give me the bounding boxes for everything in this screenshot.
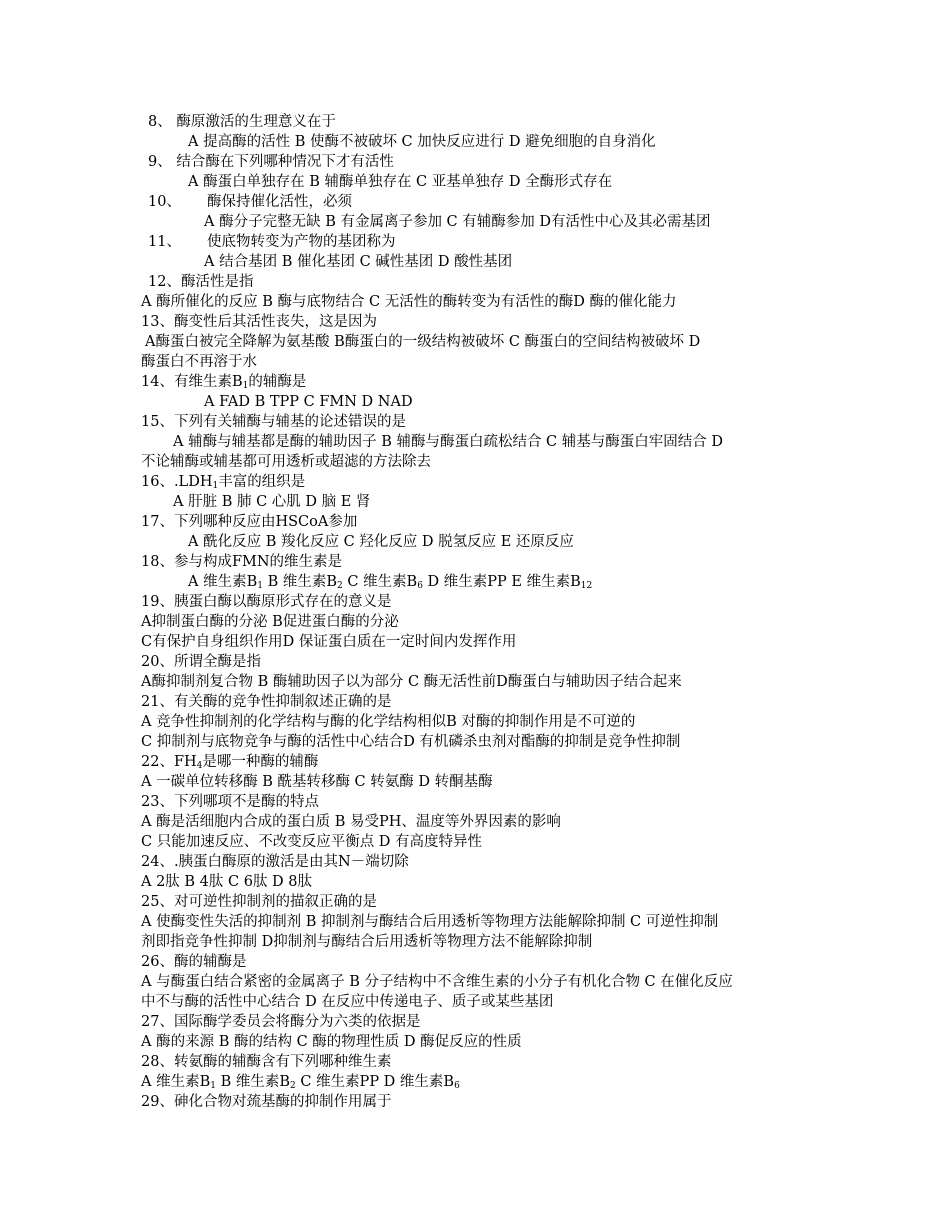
- question-14-stem: [141, 372, 821, 392]
- question-14-text-end: 的辅酶是: [248, 374, 307, 390]
- option-a: A 维生素B: [188, 574, 258, 590]
- question-10-options: A 酶分子完整无缺 B 有金属离子参加 C 有辅酶参加 D有活性中心及其必需基团: [204, 214, 711, 230]
- question-8-options: A 提高酶的活性 B 使酶不被破坏 C 加快反应进行 D 避免细胞的自身消化: [188, 134, 656, 150]
- subscript: 12: [580, 581, 593, 591]
- question-17-options: A 酰化反应 B 羧化反应 C 羟化反应 D 脱氢反应 E 还原反应: [188, 534, 574, 550]
- question-8-stem: 8、 酶原激活的生理意义在于: [148, 114, 336, 130]
- question-18-options: [141, 572, 821, 592]
- question-list: [141, 112, 821, 1112]
- question-19-options-line2: C有保护自身组织作用D 保证蛋白质在一定时间内发挥作用: [141, 634, 517, 650]
- option-c: C 维生素B: [342, 574, 418, 590]
- question-12-stem: 12、酶活性是指: [148, 274, 254, 290]
- question-19-options-line1: A抑制蛋白酶的分泌 B促进蛋白酶的分泌: [141, 614, 399, 630]
- question-15-options-line1: A 辅酶与辅基都是酶的辅助因子 B 辅酶与酶蛋白疏松结合 C 辅基与酶蛋白牢固结合 D: [173, 434, 723, 450]
- question-11-text: 使底物转变为产物的基团称为: [207, 234, 396, 250]
- question-14-options: A FAD B TPP C FMN D NAD: [204, 394, 413, 410]
- subscript: 1: [242, 381, 249, 391]
- question-16-text: 16、.LDH: [141, 474, 213, 490]
- question-22-text: 22、FH: [141, 754, 197, 770]
- subscript: 1: [210, 1081, 216, 1091]
- question-11-stem: [141, 232, 821, 252]
- question-15-stem: 15、下列有关辅酶与辅基的论述错误的是: [141, 414, 406, 430]
- question-24-options: A 2肽 B 4肽 C 6肽 D 8肽: [141, 874, 313, 890]
- question-9-options: A 酶蛋白单独存在 B 辅酶单独存在 C 亚基单独存 D 全酶形式存在: [188, 174, 613, 190]
- question-23-options-line2: C 只能加速反应、不改变反应平衡点 D 有高度特异性: [141, 834, 483, 850]
- question-12-options: A 酶所催化的反应 B 酶与底物结合 C 无活性的酶转变为有活性的酶D 酶的催化能力: [141, 294, 677, 310]
- option-b: B 维生素B: [262, 574, 338, 590]
- question-10-stem: [141, 192, 821, 212]
- question-26-options-line1: A 与酶蛋白结合紧密的金属离子 B 分子结构中不含维生素的小分子有机化合物 C 在催化反应: [141, 974, 733, 990]
- question-16-text-end: 丰富的组织是: [218, 474, 306, 490]
- subscript: 6: [417, 581, 423, 591]
- question-15-options-line2: 不论辅酶或辅基都可用透析或超滤的方法除去: [141, 454, 431, 470]
- question-25-options-line1: A 使酶变性失活的抑制剂 B 抑制剂与酶结合后用透析等物理方法能解除抑制 C 可逆性抑制: [141, 914, 719, 930]
- question-28-stem: 28、转氨酶的辅酶含有下列哪种维生素: [141, 1054, 392, 1070]
- subscript: 1: [257, 581, 263, 591]
- question-27-options: A 酶的来源 B 酶的结构 C 酶的物理性质 D 酶促反应的性质: [141, 1034, 522, 1050]
- question-19-stem: 19、胰蛋白酶以酶原形式存在的意义是: [141, 594, 392, 610]
- question-20-stem: 20、所谓全酶是指: [141, 654, 261, 670]
- option-d-e: D 维生素PP E 维生素B: [422, 574, 581, 590]
- subscript: 2: [337, 581, 343, 591]
- question-24-stem: 24、.胰蛋白酶原的激活是由其N－端切除: [141, 854, 409, 870]
- question-23-stem: 23、下列哪项不是酶的特点: [141, 794, 319, 810]
- question-21-options-line1: A 竞争性抑制剂的化学结构与酶的化学结构相似B 对酶的抑制作用是不可逆的: [141, 714, 636, 730]
- question-25-stem: 25、对可逆性抑制剂的描叙正确的是: [141, 894, 377, 910]
- subscript: 2: [290, 1081, 296, 1091]
- question-26-stem: 26、酶的辅酶是: [141, 954, 247, 970]
- option-b: B 维生素B: [215, 1074, 291, 1090]
- question-22-options: A 一碳单位转移酶 B 酰基转移酶 C 转氨酶 D 转酮基酶: [141, 774, 493, 790]
- question-13-stem: 13、酶变性后其活性丧失，这是因为: [141, 314, 377, 330]
- question-28-options: [141, 1072, 821, 1092]
- question-26-options-line2: 中不与酶的活性中心结合 D 在反应中传递电子、质子或某些基团: [141, 994, 554, 1010]
- subscript: 6: [454, 1081, 460, 1091]
- question-13-options-line2: 酶蛋白不再溶于水: [141, 354, 257, 370]
- question-16-stem: [141, 472, 821, 492]
- question-25-options-line2: 剂即指竞争性抑制 D抑制剂与酶结合后用透析等物理方法不能解除抑制: [141, 934, 593, 950]
- option-a: A 维生素B: [141, 1074, 211, 1090]
- question-22-stem: [141, 752, 821, 772]
- question-18-stem: 18、参与构成FMN的维生素是: [141, 554, 343, 570]
- question-14-text: 14、有维生素B: [141, 374, 243, 390]
- question-13-options-line1: A酶蛋白被完全降解为氨基酸 B酶蛋白的一级结构被破坏 C 酶蛋白的空间结构被破坏 D: [145, 334, 701, 350]
- question-27-stem: 27、国际酶学委员会将酶分为六类的依据是: [141, 1014, 421, 1030]
- question-20-options: A酶抑制剂复合物 B 酶辅助因子以为部分 C 酶无活性前D酶蛋白与辅助因子结合起来: [141, 674, 682, 690]
- subscript: 4: [196, 761, 203, 771]
- question-10-number: 10、: [148, 194, 181, 210]
- question-17-stem: 17、下列哪种反应由HSCoA参加: [141, 514, 358, 530]
- question-11-number: 11、: [148, 234, 181, 250]
- option-c-d: C 维生素PP D 维生素B: [295, 1074, 455, 1090]
- question-11-options: A 结合基团 B 催化基团 C 碱性基团 D 酸性基团: [204, 254, 513, 270]
- question-22-text-end: 是哪一种酶的辅酶: [202, 754, 319, 770]
- question-9-stem: 9、 结合酶在下列哪种情况下才有活性: [148, 154, 394, 170]
- subscript: 1: [212, 481, 219, 491]
- question-16-options: A 肝脏 B 肺 C 心肌 D 脑 E 肾: [173, 494, 371, 510]
- question-21-options-line2: C 抑制剂与底物竞争与酶的活性中心结合D 有机磷杀虫剂对酯酶的抑制是竞争性抑制: [141, 734, 681, 750]
- question-10-text: 酶保持催化活性，必须: [207, 194, 352, 210]
- question-23-options-line1: A 酶是活细胞内合成的蛋白质 B 易受PH、温度等外界因素的影响: [141, 814, 561, 830]
- question-21-stem: 21、有关酶的竞争性抑制叙述正确的是: [141, 694, 392, 710]
- question-29-stem: 29、砷化合物对巯基酶的抑制作用属于: [141, 1094, 392, 1110]
